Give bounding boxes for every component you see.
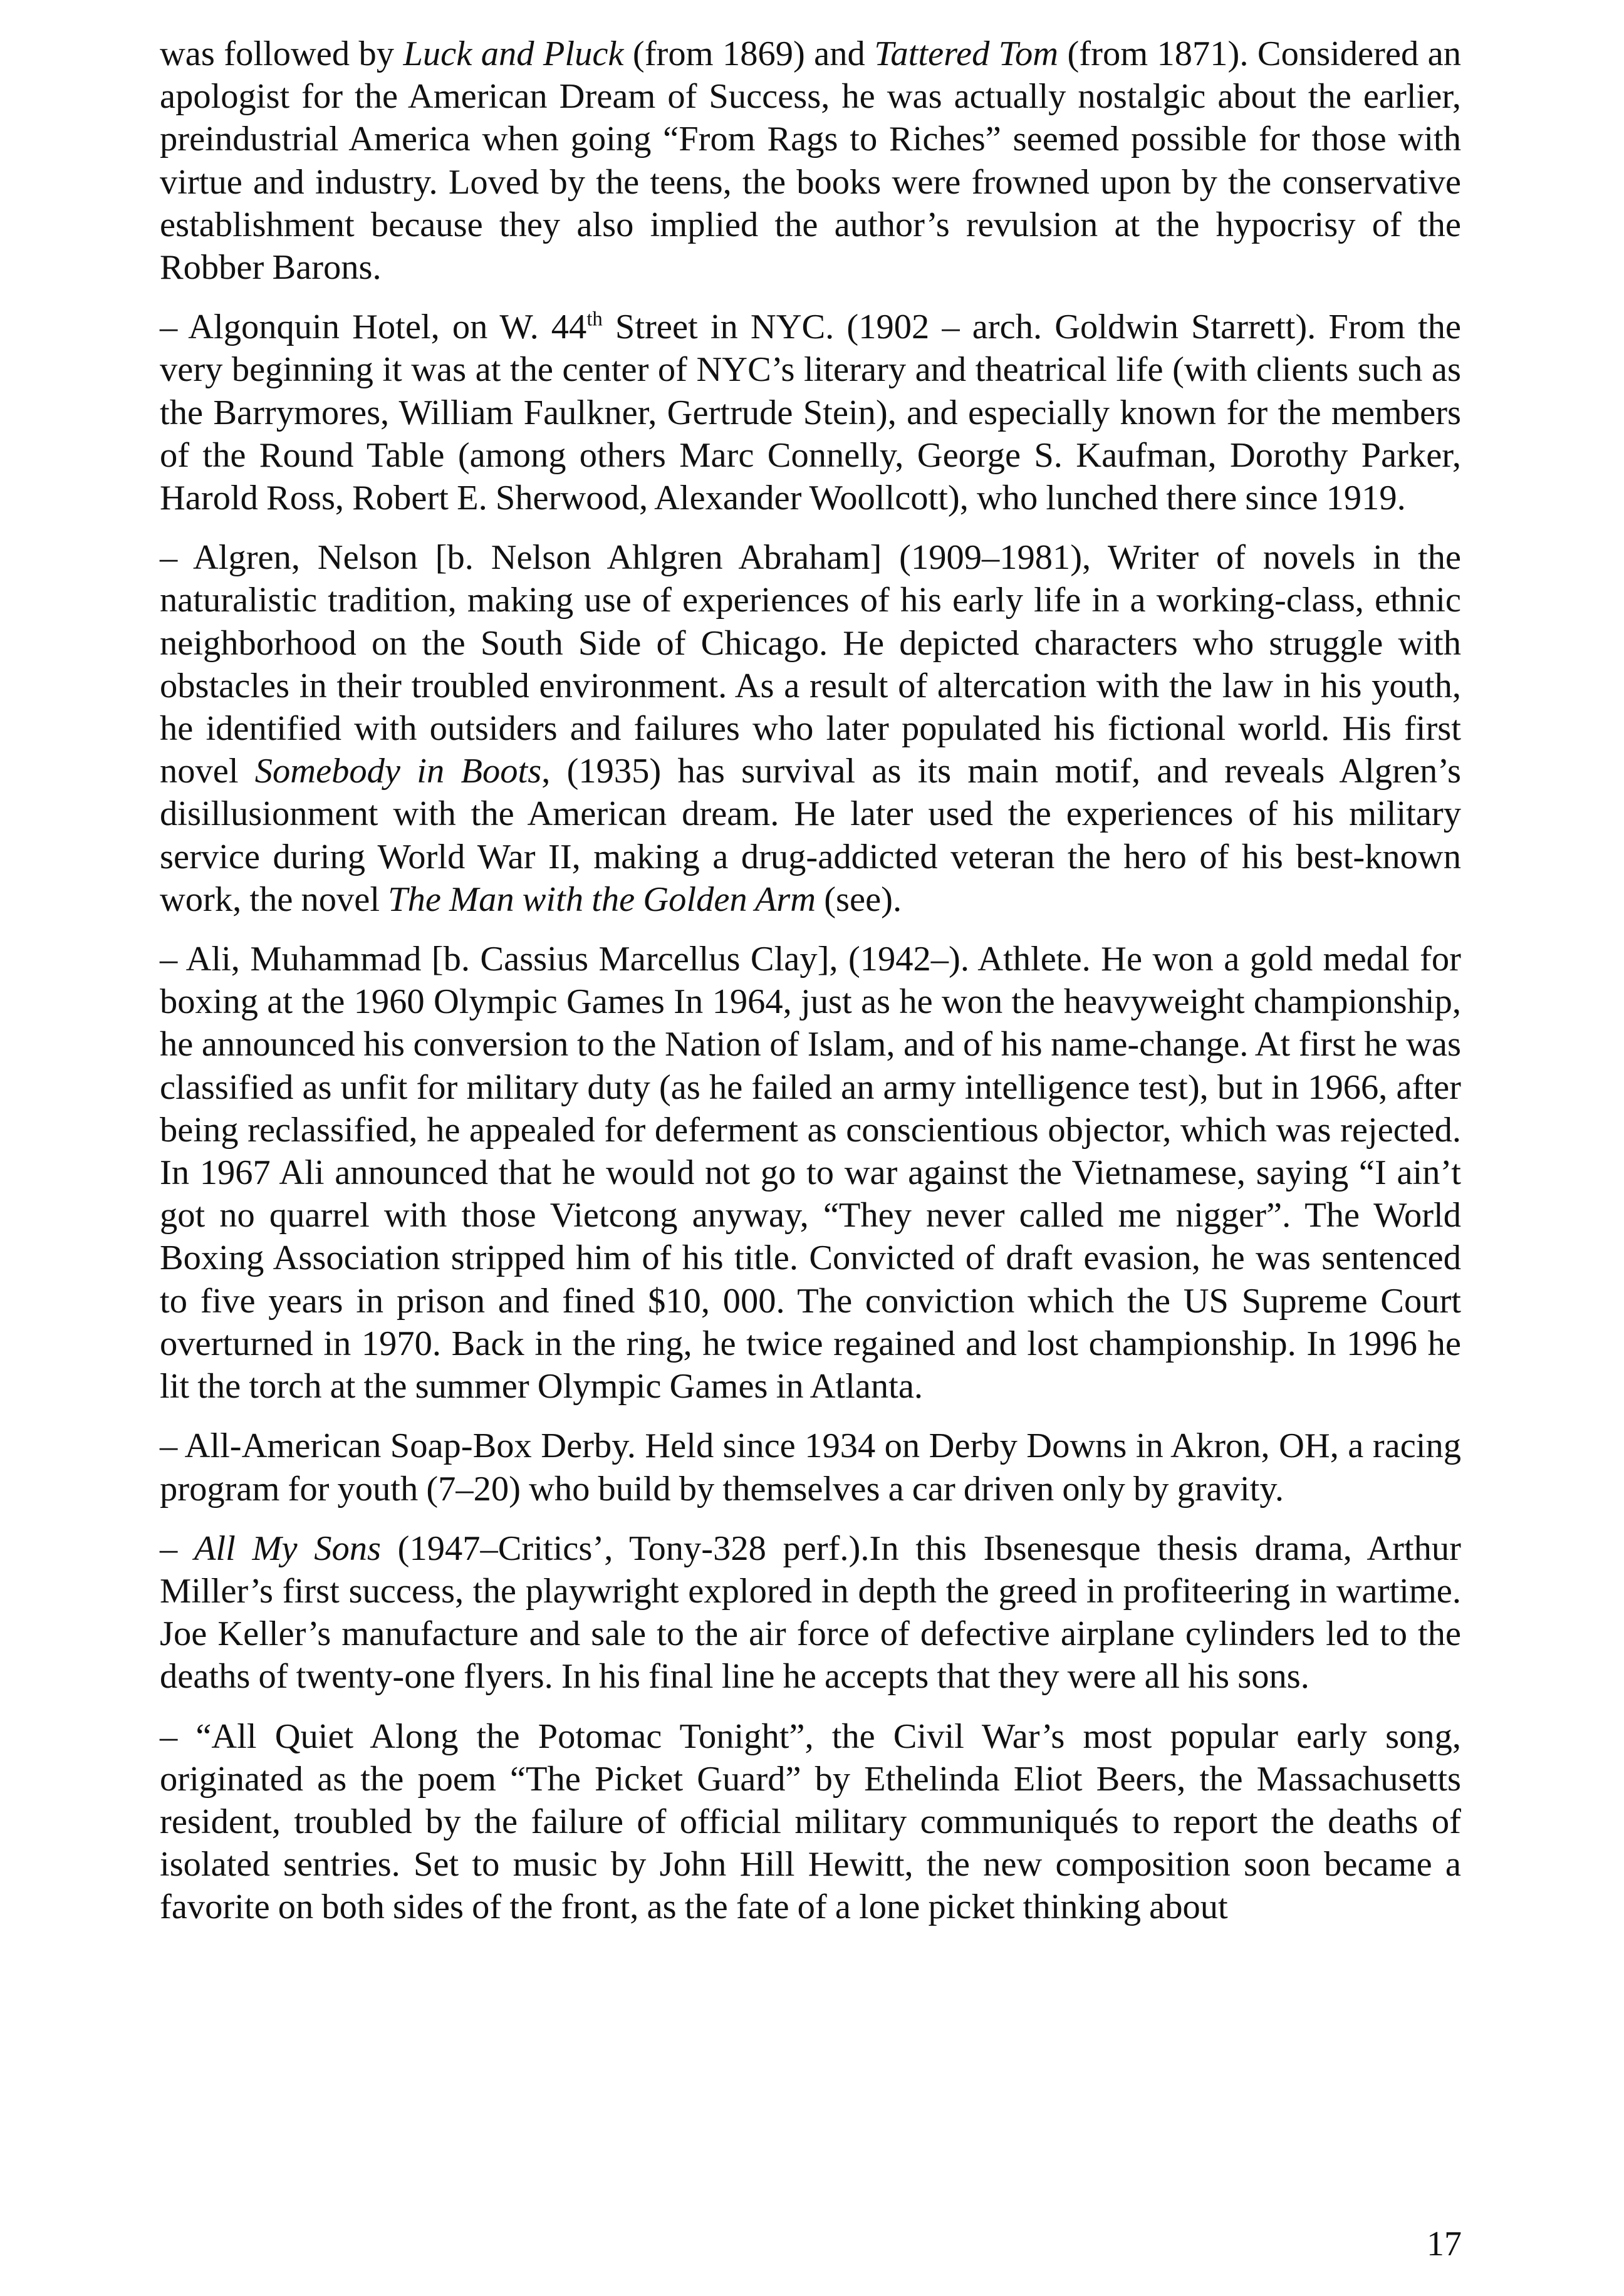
book-title-somebody-in-boots: Somebody in Boots: [254, 752, 542, 791]
paragraph-all-quiet-potomac: [160, 1715, 1461, 1929]
text-segment: , (1935) has survival as its main motif, and reveals Algren’s disillusionment with the American dream. He later used the experiences of his military service during World War II, making a drug-addicted veteran the hero of his best-known work, the novel: [160, 752, 1461, 919]
paragraph-algonquin-hotel: [160, 306, 1461, 519]
ordinal-superscript: th: [586, 308, 603, 331]
book-title-tattered-tom: Tattered Tom: [874, 34, 1059, 73]
text-segment: – Algonquin Hotel, on W. 44: [160, 308, 587, 347]
paragraph-ali-muhammad: [160, 938, 1461, 1408]
book-title-man-with-golden-arm: The Man with the Golden Arm: [388, 880, 816, 919]
text-segment: Street in NYC. (1902 – arch. Goldwin Starrett). From the very beginning it was at the center of NYC’s literary and theatrical life (with clients such as the Barrymores, William Faulkner, Gertrude Stein), and especially known for the members of the Round Table (among others Marc Connelly, George S. Kaufman, Dorothy Parker, Harold Ross, Robert E. Sherwood, Alexander Woollcott), who lunched there since 1919.: [160, 308, 1461, 518]
paragraph-algren-nelson: [160, 536, 1461, 921]
text-segment: was followed by: [160, 34, 403, 73]
text-segment: (see).: [816, 880, 902, 919]
text-segment: – Ali, Muhammad [b. Cassius Marcellus Clay], (1942–). Athlete. He won a gold medal for boxing at the 1960 Olympic Games In 1964, just as he won the heavyweight championship, he announced his conversion to the Nation of Islam, and of his name-change. At first he was classified as unfit for military duty (as he failed an army intelligence test), but in 1966, after being reclassified, he appealed for deferment as conscientious objector, which was rejected. In 1967 Ali announced that he would not go to war against the Vietnamese, saying “I ain’t got no quarrel with those Vietcong anyway, “They never called me nigger”. The World Boxing Association stripped him of his title. Convicted of draft evasion, he was sentenced to five years in prison and fined $10, 000. The conviction which the US Supreme Court overturned in 1970. Back in the ring, he twice regained and lost championship. In 1996 he lit the torch at the summer Olympic Games in Atlanta.: [160, 940, 1461, 1406]
text-segment: – “All Quiet Along the Potomac Tonight”, the Civil War’s most popular early song, originated as the poem “The Picket Guard” by Ethelinda Eliot Beers, the Massachusetts resident, troubled by the failure of official military communiqués to report the deaths of isolated sentries. Set to music by John Hill Hewitt, the new composition soon became a favorite on both sides of the front, as the fate of a lone picket thinking about: [160, 1717, 1461, 1927]
paragraph-all-my-sons: [160, 1527, 1461, 1698]
play-title-all-my-sons: All My Sons: [194, 1529, 381, 1568]
text-segment: (1947–Critics’, Tony-328 perf.).In this Ibsenesque thesis drama, Arthur Miller’s first success, the playwright explored in depth the greed in profiteering in wartime. Joe Keller’s manufacture and sale to the air force of defective airplane cylinders led to the deaths of twenty-one flyers. In his final line he accepts that they were all his sons.: [160, 1529, 1461, 1696]
text-segment: (from 1871). Considered an apologist for the American Dream of Success, he was actually nostalgic about the earlier, preindustrial America when going “From Rags to Riches” seemed possible for those with virtue and industry. Loved by the teens, the books were frowned upon by the conservative establishment because they also implied the author’s revulsion at the hypocrisy of the Robber Barons.: [160, 34, 1461, 288]
paragraph-alger-continuation: [160, 33, 1461, 289]
paragraph-soap-box-derby: [160, 1425, 1461, 1510]
text-segment: – All-American Soap-Box Derby. Held since 1934 on Derby Downs in Akron, OH, a racing program for youth (7–20) who build by themselves a car driven only by gravity.: [160, 1426, 1461, 1509]
book-title-luck-and-pluck: Luck and Pluck: [403, 34, 624, 73]
text-segment: –: [160, 1529, 194, 1568]
page-body: [160, 33, 1461, 1946]
page-number: 17: [1427, 2225, 1462, 2263]
text-segment: – Algren, Nelson [b. Nelson Ahlgren Abraham] (1909–1981), Writer of novels in the naturalistic tradition, making use of experiences of his early life in a working-class, ethnic neighborhood on the South Side of Chicago. He depicted characters who struggle with obstacles in their troubled environment. As a result of altercation with the law in his youth, he identified with outsiders and failures who later populated his fictional world. His first novel: [160, 538, 1461, 791]
text-segment: (from 1869) and: [623, 34, 875, 73]
